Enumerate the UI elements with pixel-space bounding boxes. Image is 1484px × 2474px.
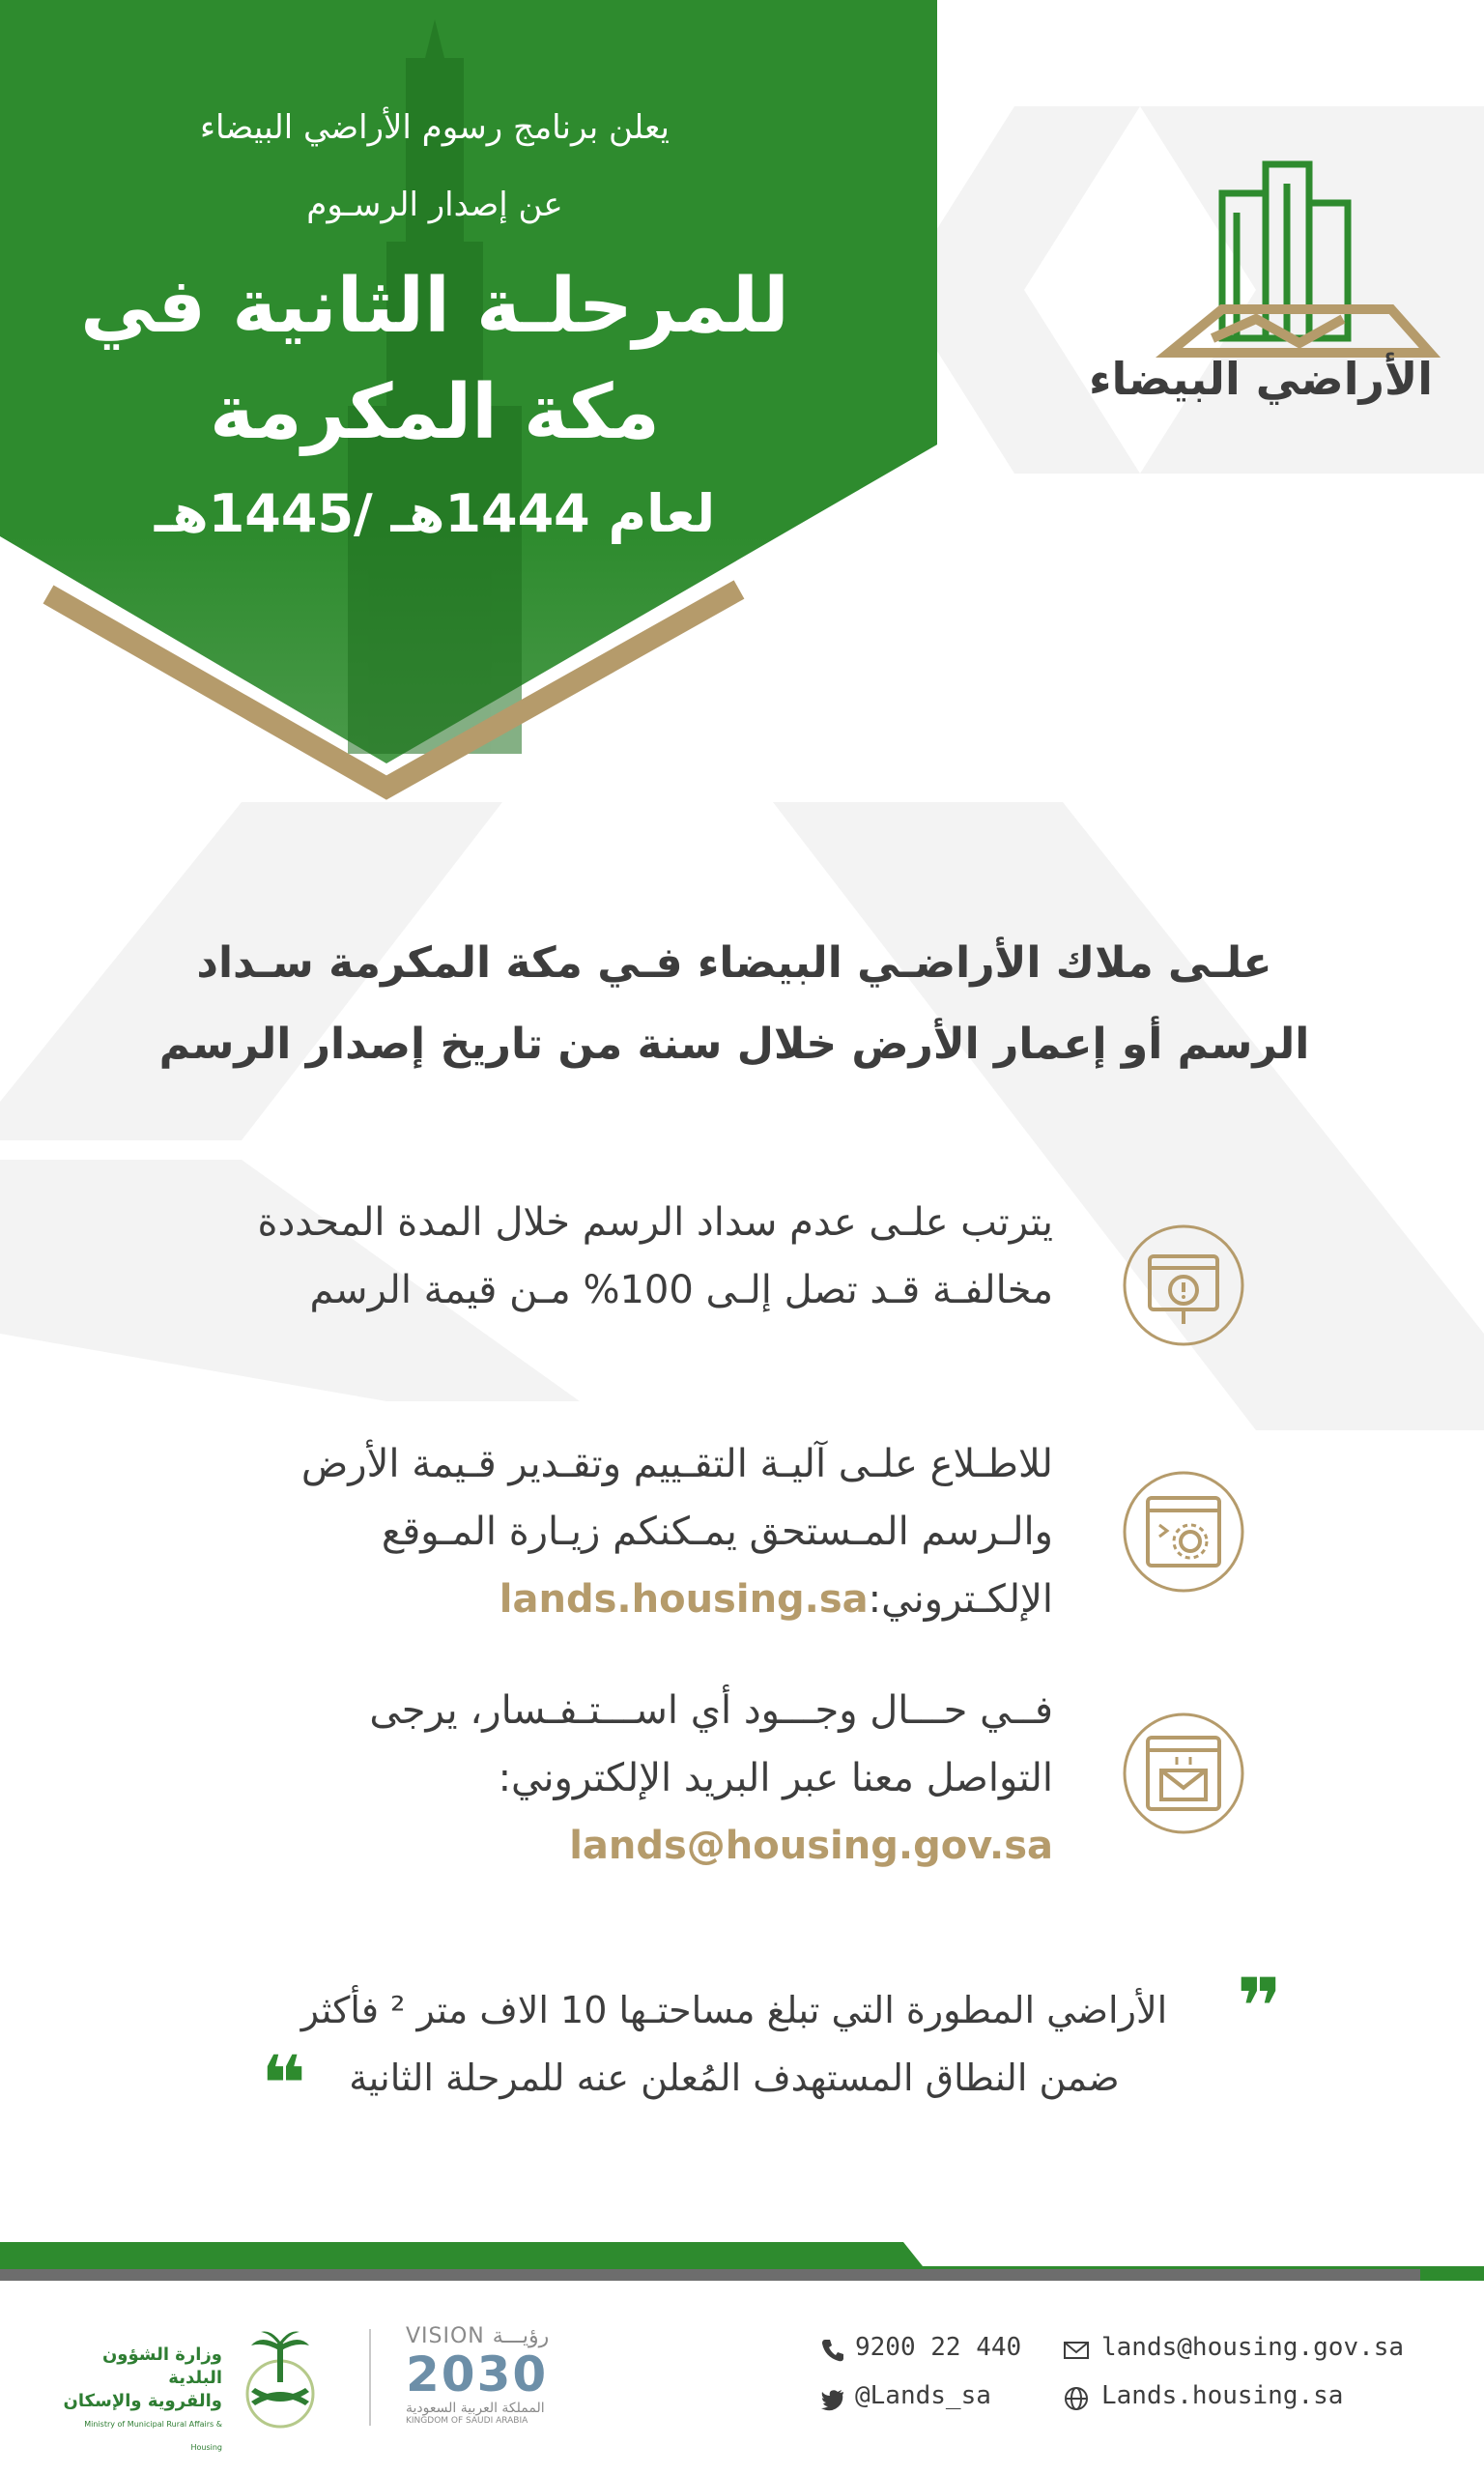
logo-wordmark: الأراضي البيضاء (1089, 353, 1433, 405)
quote-line2: ضمن النطاق المستهدف المُعلن عنه للمرحلة الثانية (349, 2057, 1120, 2099)
ministry-name-line2: والقروية والإسكان (63, 2391, 222, 2411)
footer-website[interactable]: Lands.housing.sa (1101, 2381, 1344, 2410)
vision-country-ar: المملكة العربية السعودية (406, 2401, 545, 2416)
quote-open-mark: ❞ (1237, 1962, 1282, 2052)
announcement-banner (0, 0, 937, 802)
penalty-notice-text: يترتب علـى عدم سداد الرسم خلال المدة المحددة مخالفـة قـد تصل إلـى 100% مـن قيمة الرسم (257, 1200, 1053, 1312)
quote-close-mark: ❝ (261, 2039, 306, 2129)
banner-title-line2: مكة المكرمة (210, 369, 660, 456)
valuation-notice-text: للاطـلاع علـى آليـة التقـييم وتقـدير قـيمة الأرض والـرسم المـستحق يمـكنكم زيـارة المـوقع الإلكـتروني: (300, 1442, 1053, 1622)
footer-email[interactable]: lands@housing.gov.sa (1101, 2333, 1405, 2362)
warning-window-icon (1121, 1223, 1246, 1348)
banner-subline: عن إصدار الرسـوم (306, 186, 563, 224)
inquiry-notice-text: فــي حـــال وجـــود أي اســـتـفـسار، يرجى التواصل معنا عبر البريد الإلكتروني: (369, 1688, 1053, 1800)
twitter-icon (819, 2385, 846, 2412)
quote-line1: الأراضي المطورة التي تبلغ مساحتـها 10 الاف متر ² فأكثر (300, 1989, 1168, 2031)
inquiry-notice (232, 1677, 1053, 1880)
settings-window-icon (1121, 1469, 1246, 1595)
email-icon (1063, 2337, 1090, 2364)
vision-country-en: KINGDOM OF SAUDI ARABIA (406, 2416, 528, 2426)
vision-year: 2030 (406, 2346, 549, 2402)
banner-intro-line: يعلن برنامج رسوم الأراضي البيضاء (199, 108, 671, 147)
mail-window-icon (1121, 1711, 1246, 1836)
ministry-name (58, 2344, 222, 2460)
footer-divider (369, 2329, 371, 2426)
valuation-notice (232, 1430, 1053, 1633)
banner-title-line1: للمرحلـة الثانية في (80, 263, 789, 350)
footer-phone[interactable]: 9200 22 440 (855, 2333, 1022, 2362)
penalty-notice (232, 1189, 1053, 1324)
intro-statement (155, 923, 1314, 1085)
website-link[interactable]: lands.housing.sa (499, 1577, 869, 1622)
email-link[interactable]: lands@housing.gov.sa (569, 1824, 1053, 1868)
banner-title (39, 253, 831, 466)
footer-twitter[interactable]: @Lands_sa (855, 2381, 991, 2410)
quote-block (193, 1976, 1275, 2112)
vision-label: VISION رؤيـــة (406, 2324, 550, 2348)
banner-year: لعام 1444هـ /1445هـ (154, 483, 716, 544)
ministry-emblem-icon (222, 2324, 338, 2431)
phone-icon (819, 2337, 846, 2364)
intro-line1: علـى ملاك الأراضـي البيضاء فـي مكة المكرمة سـداد (196, 938, 1272, 988)
ministry-name-line1: وزارة الشؤون البلدية (101, 2345, 222, 2388)
ministry-name-en: Ministry of Municipal Rural Affairs & Housing (84, 2420, 222, 2452)
footer-bar (0, 2242, 1484, 2281)
vision-2030-logo (406, 2324, 570, 2426)
intro-line2: الرسم أو إعمار الأرض خلال سنة من تاريخ إصدار الرسم (158, 1020, 1310, 1069)
globe-icon (1063, 2385, 1090, 2412)
